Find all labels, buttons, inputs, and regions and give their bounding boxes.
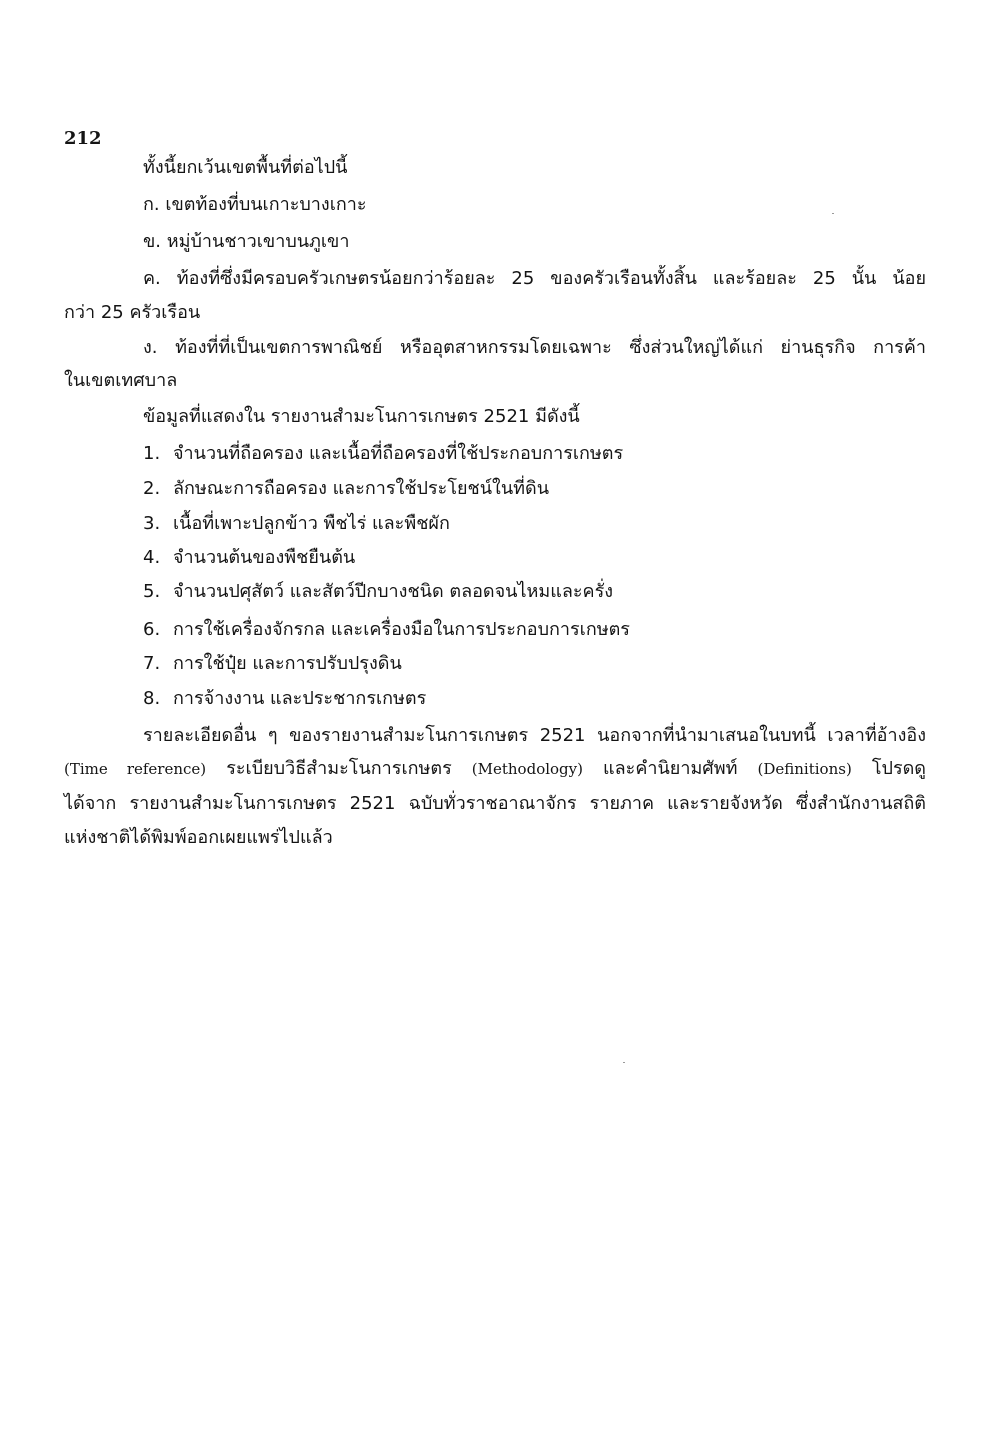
closing-line2-methodology-thai: ระเบียบวิธีสำมะโนการเกษตร — [226, 758, 452, 779]
list-item-text: จำนวนปศุสัตว์ และสัตว์ปีกบางชนิด ตลอดจนไหมและครั่ง — [173, 581, 614, 602]
list-item — [143, 580, 613, 604]
closing-line1: รายละเอียดอื่น ๆ ของรายงานสำมะโนการเกษตร 2521 นอกจากที่นำมาเสนอในบทนี้ เวลาที่อ้างอิง — [143, 725, 926, 746]
definitions-term: (Definitions) — [757, 760, 852, 778]
list-item — [143, 546, 355, 570]
list-item — [143, 477, 549, 501]
list-item-text: เนื้อที่เพาะปลูกข้าว พืชไร่ และพืชผัก — [173, 513, 450, 534]
closing-line3: ได้จาก รายงานสำมะโนการเกษตร 2521 ฉบับทั่วราชอาณาจักร รายภาค และรายจังหวัด ซึ่งสำนักงานสถิติ — [64, 793, 926, 814]
closing-line2-end: โปรดดู — [871, 758, 926, 779]
list-item-text: จำนวนต้นของพืชยืนต้น — [173, 547, 356, 568]
closing-line4: แห่งชาติได้พิมพ์ออกเผยแพร่ไปแล้ว — [64, 827, 333, 848]
list-item-number: 8. — [143, 688, 161, 709]
exclusion-item-b: ข. หมู่บ้านชาวเขาบนภูเขา — [143, 231, 350, 252]
list-item-text: การใช้ปุ๋ย และการปรับปรุงดิน — [173, 653, 402, 674]
list-item-number: 5. — [143, 581, 161, 602]
list-item — [143, 687, 426, 711]
closing-line2-definitions-thai: และคำนิยามศัพท์ — [603, 758, 738, 779]
closing-line2 — [64, 757, 926, 781]
list-item — [143, 618, 630, 642]
time-reference-term: (Time reference) — [64, 760, 207, 778]
page-number: 212 — [64, 128, 102, 149]
exclusion-item-d-line2: ในเขตเทศบาล — [64, 370, 178, 391]
list-item-text: การใช้เครื่องจักรกล และเครื่องมือในการประกอบการเกษตร — [173, 619, 630, 640]
list-item-number: 6. — [143, 619, 161, 640]
list-item-number: 1. — [143, 443, 161, 464]
list-item — [143, 512, 450, 536]
list-item-number: 7. — [143, 653, 161, 674]
exclusion-item-c-line2: กว่า 25 ครัวเรือน — [64, 302, 201, 323]
list-item — [143, 442, 623, 466]
list-item-number: 3. — [143, 513, 161, 534]
scan-speck — [832, 213, 834, 214]
scan-speck — [623, 1062, 625, 1063]
list-item-number: 4. — [143, 547, 161, 568]
list-item-number: 2. — [143, 478, 161, 499]
list-item-text: จำนวนที่ถือครอง และเนื้อที่ถือครองที่ใช้ประกอบการเกษตร — [173, 443, 624, 464]
list-item-text: การจ้างงาน และประชากรเกษตร — [173, 688, 427, 709]
data-intro: ข้อมูลที่แสดงใน รายงานสำมะโนการเกษตร 2521 มีดังนี้ — [143, 406, 580, 427]
exclusion-intro: ทั้งนี้ยกเว้นเขตพื้นที่ต่อไปนี้ — [143, 157, 348, 178]
exclusion-item-a: ก. เขตท้องที่บนเกาะบางเกาะ — [143, 194, 367, 215]
exclusion-item-c-line1: ค. ท้องที่ซึ่งมีครอบครัวเกษตรน้อยกว่าร้อยละ 25 ของครัวเรือนทั้งสิ้น และร้อยละ 25 นั้น น้อย — [143, 268, 926, 289]
methodology-term: (Methodology) — [471, 760, 583, 778]
list-item-text: ลักษณะการถือครอง และการใช้ประโยชน์ในที่ดิน — [173, 478, 550, 499]
exclusion-item-d-line1: ง. ท้องที่ที่เป็นเขตการพาณิชย์ หรืออุตสาหกรรมโดยเฉพาะ ซึ่งส่วนใหญ่ได้แก่ ย่านธุรกิจ การค้า — [143, 337, 926, 358]
list-item — [143, 652, 402, 676]
